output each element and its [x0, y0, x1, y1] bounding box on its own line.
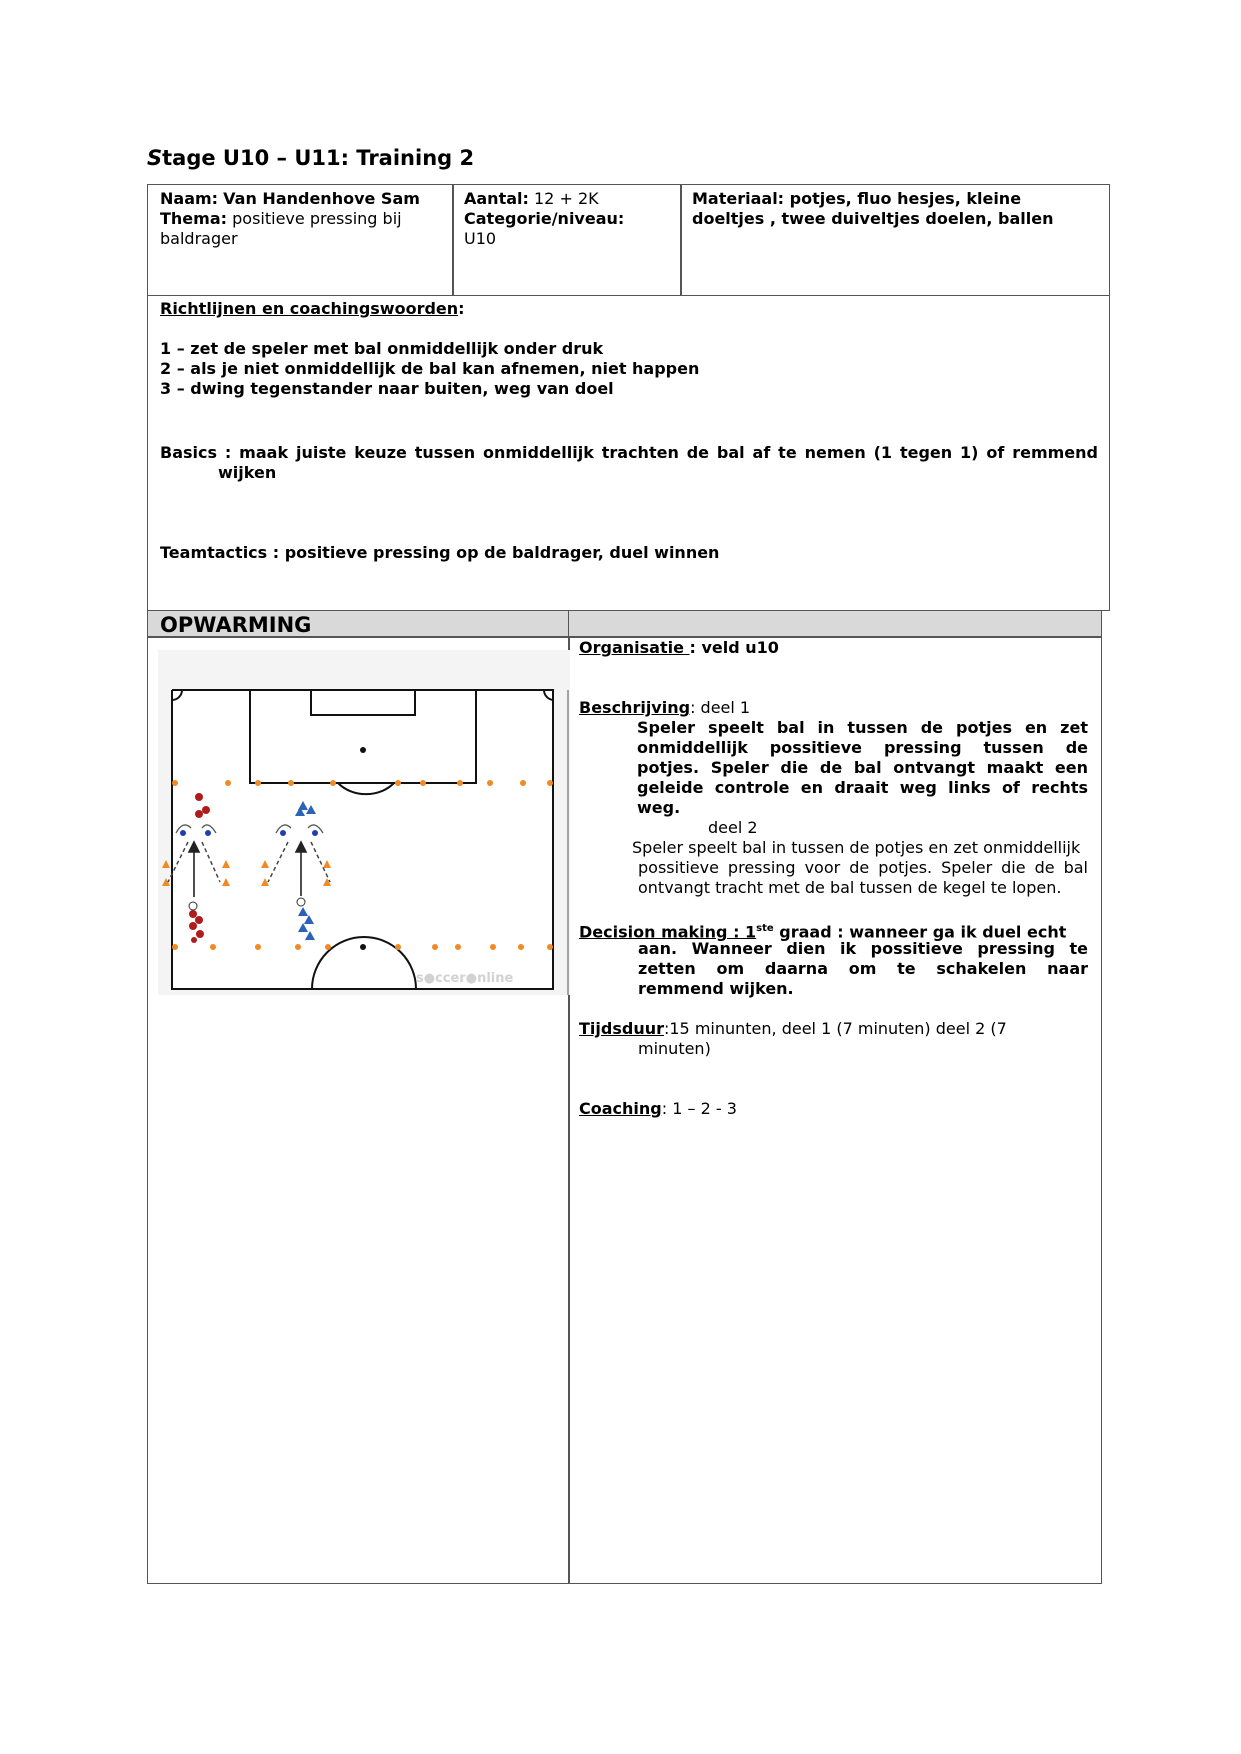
basics-text: Basics : maak juiste keuze tussen onmiddellijk trachten de bal af te nemen (1 tegen 1) of remmend wijken [160, 443, 1098, 482]
diagram-watermark: s●ccer●nline [416, 971, 514, 986]
opwarming-heading: OPWARMING [147, 610, 570, 638]
teamtactics-text: Teamtactics : positieve pressing op de baldrager, duel winnen [160, 543, 720, 562]
deel2-text: possitieve pressing voor de potjes. Speler die de bal ontvangt tracht met de bal tussen de kegel te lopen. [638, 858, 1088, 897]
header-cell-aantal: Aantal: 12 + 2K Categorie/niveau: U10 [452, 184, 682, 296]
page-title: Stage U10 – U11: Training 2 [147, 146, 475, 170]
deel2-label: deel 2 [708, 818, 758, 837]
richtlijnen-item-1: 1 – zet de speler met bal onmiddellijk onder druk [160, 339, 604, 358]
opwarming-heading-right [568, 610, 1102, 638]
coaching-line: Coaching: 1 – 2 - 3 [579, 1099, 737, 1118]
field-diagram [158, 650, 570, 995]
header-cell-naam: Naam: Van Handenhove Sam Thema: positieve pressing bij baldrager [147, 184, 454, 296]
richtlijnen-block [147, 295, 1110, 611]
header-cell-materiaal: Materiaal: potjes, fluo hesjes, kleine doeltjes , twee duiveltjes doelen, ballen [680, 184, 1110, 296]
decision-making-line: Decision making : 1ste graad : wanneer ga ik duel echt [579, 922, 1067, 942]
tijdsduur-line: Tijdsduur:15 minunten, deel 1 (7 minuten) deel 2 (7 [579, 1019, 1007, 1038]
tijdsduur-line2: minuten) [638, 1039, 711, 1058]
beschrijving-deel1-text: Speler speelt bal in tussen de potjes en zet onmiddellijk possitieve pressing tussen de potjes. Speler die de bal ontvangt maakt een geleide controle en draait weg links of rechts weg. [637, 718, 1088, 817]
richtlijnen-heading: Richtlijnen en coachingswoorden: [160, 299, 465, 318]
decision-making-text: aan. Wanneer dien ik possitieve pressing te zetten om daarna om te schakelen naar remmend wijken. [638, 939, 1088, 998]
organisatie-line: Organisatie : veld u10 [579, 638, 779, 657]
richtlijnen-item-3: 3 – dwing tegenstander naar buiten, weg van doel [160, 379, 614, 398]
richtlijnen-item-2: 2 – als je niet onmiddellijk de bal kan afnemen, niet happen [160, 359, 700, 378]
deel2-line1: Speler speelt bal in tussen de potjes en zet onmiddellijk [632, 838, 1081, 857]
beschrijving-line: Beschrijving: deel 1 [579, 698, 751, 717]
